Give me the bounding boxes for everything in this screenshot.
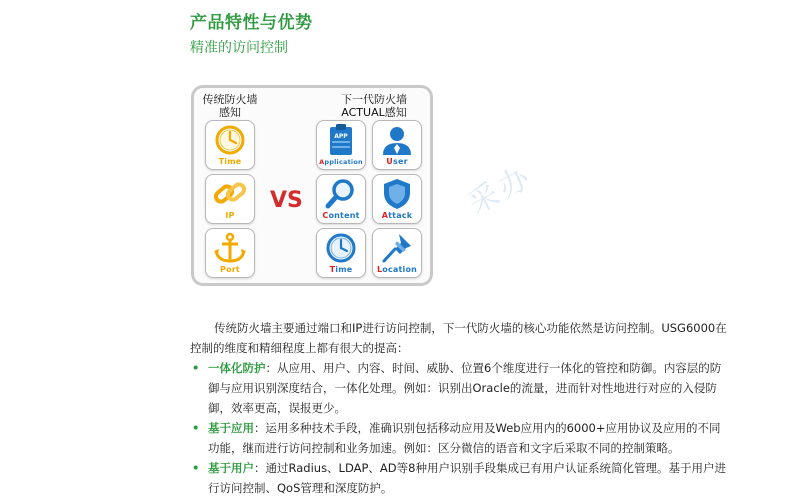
intro-paragraph: 传统防火墙主要通过端口和IP进行访问控制，下一代防火墙的核心功能依然是访问控制。USG6000在控制的维度和精细程度上都有很大的提高： — [190, 321, 727, 355]
watermark: 采办 — [462, 158, 539, 222]
tile-label: Time — [218, 157, 242, 166]
tile-label: Port — [220, 265, 240, 274]
tile-port — [205, 228, 255, 278]
vs-label: VS — [270, 188, 303, 213]
tile-label: User — [386, 157, 408, 166]
tile-label: Content — [322, 211, 360, 220]
left-header: 传统防火墙 感知 — [202, 93, 258, 119]
app-badge-text: APP — [334, 133, 348, 140]
right-header: 下一代防火墙 ACTUAL感知 — [341, 93, 407, 119]
tile-location — [372, 228, 422, 278]
tile-label: Attack — [381, 211, 413, 220]
tile-application — [316, 120, 366, 170]
tile-label: Time — [329, 265, 353, 274]
tile-content — [316, 174, 366, 224]
comparison-figure — [191, 85, 433, 286]
tile-time-right — [316, 228, 366, 278]
tile-user — [372, 120, 422, 170]
feature-list — [190, 358, 730, 498]
tile-time-left — [205, 120, 255, 170]
list-item: • 基于用户：通过Radius、LDAP、AD等8种用户识别手段集成已有用户认证系统简化管理。基于用户进行访问控制、QoS管理和深度防护。 — [192, 461, 726, 495]
list-item: • 一体化防护：从应用、用户、内容、时间、威胁、位置6个维度进行一体化的管控和防御。内容层的防御与应用识别深度结合，一体化处理。例如：识别出Oracle的流量，进而针对性地进行对应的入侵防御，效率更高，误报更少。 — [192, 361, 722, 415]
tile-attack — [372, 174, 422, 224]
tile-ip — [205, 174, 255, 224]
tile-label: Location — [376, 265, 418, 274]
list-item: • 基于应用：运用多种技术手段，准确识别包括移动应用及Web应用内的6000+应用协议及应用的不同功能，继而进行访问控制和业务加速。例如：区分微信的语音和文字后采取不同的控制策略。 — [192, 421, 721, 455]
tile-label: Application — [319, 158, 363, 166]
section-subtitle: 精准的访问控制 — [190, 40, 288, 56]
tile-label: IP — [225, 211, 235, 220]
section-title: 产品特性与优势 — [190, 13, 313, 33]
